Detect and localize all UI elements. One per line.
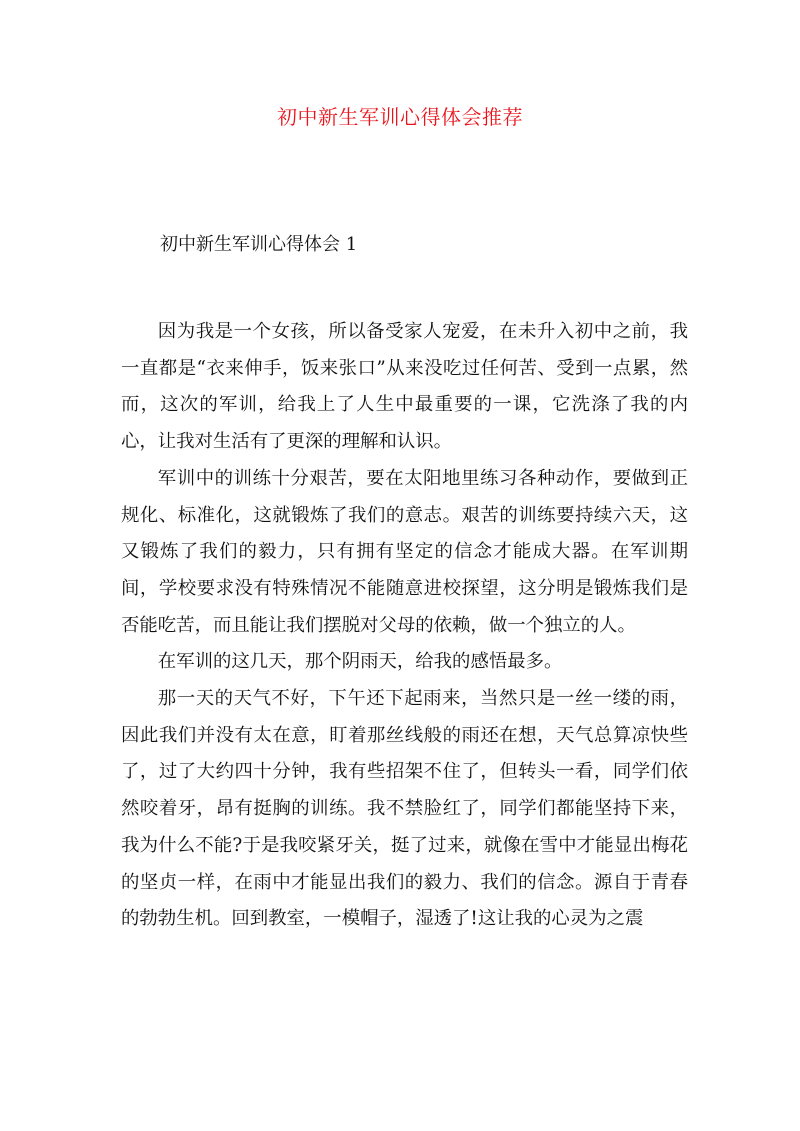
- paragraph: 那一天的天气不好，下午还下起雨来，当然只是一丝一缕的雨，因此我们并没有太在意，盯着那丝线般的雨还在想，天气总算凉快些了，过了大约四十分钟，我有些招架不住了，但转头一看，同学们依然咬着牙，昂有挺胸的训练。我不禁脸红了，同学们都能坚持下来，我为什么不能?于是我咬紧牙关，挺了过来，就像在雪中才能显出梅花的坚贞一样，在雨中才能显出我们的毅力、我们的信念。源自于青春的勃勃生机。回到教室，一模帽子，湿透了!这让我的心灵为之震: [121, 688, 688, 930]
- section-heading: 初中新生军训心得体会 1: [160, 234, 358, 255]
- paragraph: 军训中的训练十分艰苦，要在太阳地里练习各种动作，要做到正规化、标准化，这就锻炼了我们的意志。艰苦的训练要持续六天，这又锻炼了我们的毅力，只有拥有坚定的信念才能成大器。在军训期间，学校要求没有特殊情况不能随意进校探望，这分明是锻炼我们是否能吃苦，而且能让我们摆脱对父母的依赖，做一个独立的人。: [121, 467, 688, 636]
- document-title: 初中新生军训心得体会推荐: [277, 105, 523, 129]
- paragraph: 在军训的这几天，那个阴雨天，给我的感悟最多。: [157, 651, 563, 673]
- body-text: [121, 314, 688, 938]
- paragraph: 因为我是一个女孩，所以备受家人宠爱，在未升入初中之前，我一直都是“衣来伸手，饭来张口”从来没吃过任何苦、受到一点累，然而，这次的军训，给我上了人生中最重要的一课，它洗涤了我的内心，让我对生活有了更深的理解和认识。: [121, 321, 688, 453]
